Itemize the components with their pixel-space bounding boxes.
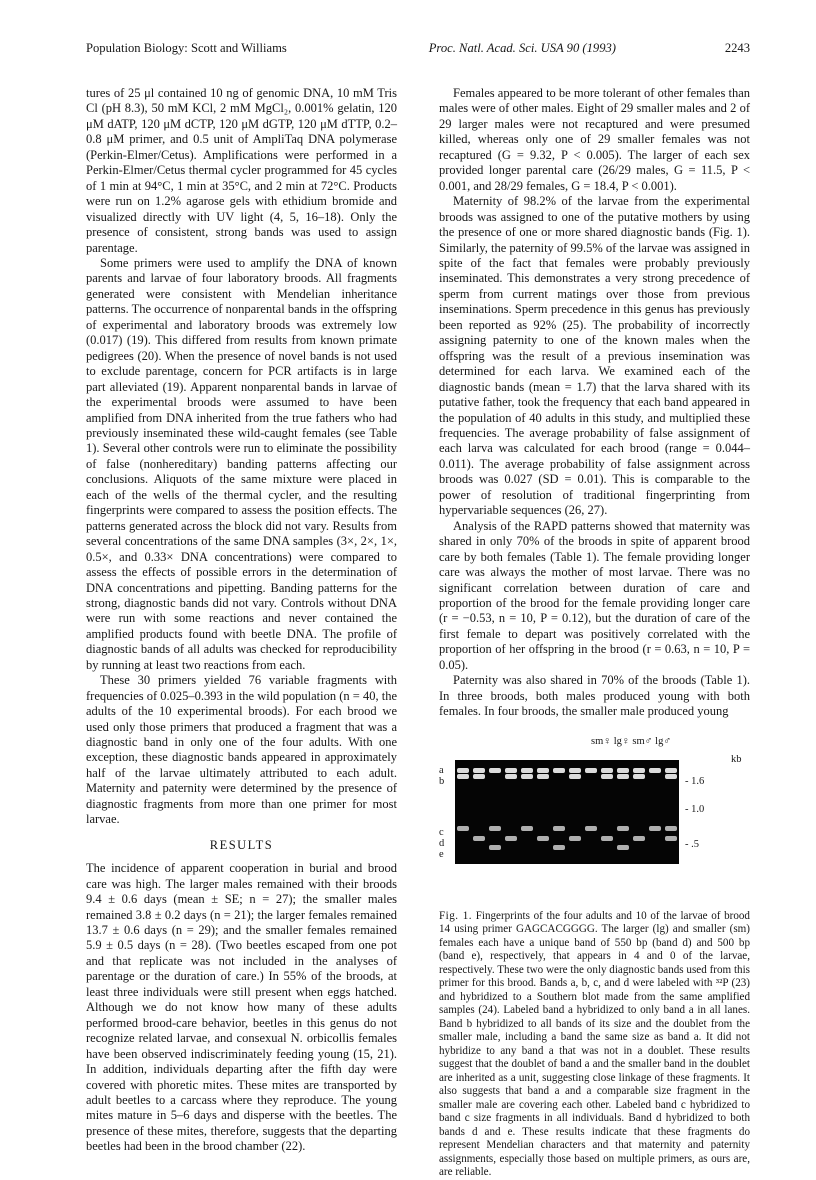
caption-label: Fig. 1. xyxy=(439,909,473,922)
gel-band xyxy=(665,768,677,773)
paragraph: tures of 25 μl contained 10 ng of genomic DNA, 10 mM Tris Cl (pH 8.3), 50 mM KCl, 2 mM MgCl₂, 0.001% gelatin, 120 μM dATP, 120 μM dCTP, 120 μM dGTP, 120 μM dTTP, 0.2–0.8 μM primer, and 0.5 unit of AmpliTaq DNA polymerase (Perkin-Elmer/Cetus). Amplifications were performed in a Perkin-Elmer/Cetus thermal cycler programmed for 45 cycles of 1 min at 94°C, 1 min at 35°C, and 2 min at 72°C. Products were run on 1.2% agarose gels with ethidium bromide and visualized directly with UV light (4, 5, 16–18). Only the presence of consistent, strong bands was used to assign parentage. xyxy=(86,86,397,255)
paragraph: These 30 primers yielded 76 variable fragments with frequencies of 0.025–0.393 in the wild population (n = 40, the adults of the 10 experimental broods). For each brood we used only those primers that produced a fragment that was a diagnostic band in only one of the four adults. With one exception, these diagnostic bands appeared in approximately half of the larvae ultimately attributed to each adult. Maternity and paternity were determined by the presence of diagnostic fragments from more than one primer for most larvae. xyxy=(86,673,397,827)
kb-label: kb xyxy=(731,753,742,765)
gel-band xyxy=(489,826,501,831)
gel-band xyxy=(601,768,613,773)
marker-0-5: - .5 xyxy=(685,838,699,850)
band-label-b: b xyxy=(439,775,445,787)
paragraph: Analysis of the RAPD patterns showed that maternity was shared in only 70% of the broods in spite of apparent brood care by both females (Table 1). The female providing longer care was always the mother of most larvae. There was no significant correlation between duration of care and proportion of the brood for the female providing longer care (r = −0.53, n = 10, P = 0.12), but the duration of care of the first female to depart was positively correlated with the proportion of her offspring in the brood (r = 0.63, n = 10, P = 0.05). xyxy=(439,518,750,672)
page-number: 2243 xyxy=(724,41,750,55)
gel-band xyxy=(473,774,485,779)
band-label-e: e xyxy=(439,848,444,860)
gel-band xyxy=(617,826,629,831)
gel-band xyxy=(473,768,485,773)
gel-band xyxy=(489,845,501,850)
gel-band xyxy=(633,768,645,773)
band-label-d: d xyxy=(439,837,445,849)
gel-band xyxy=(537,768,549,773)
paragraph: Paternity was also shared in 70% of the broods (Table 1). In three broods, both males produced young with both females. In four broods, the smaller male produced young xyxy=(439,673,750,719)
gel-band xyxy=(537,836,549,841)
gel-band xyxy=(569,836,581,841)
gel-band xyxy=(569,768,581,773)
marker-1-6: - 1.6 xyxy=(685,775,705,787)
gel-band xyxy=(601,836,613,841)
gel-band xyxy=(601,774,613,779)
gel-band xyxy=(537,774,549,779)
gel-band xyxy=(633,774,645,779)
paragraph: The incidence of apparent cooperation in burial and brood care was high. The larger males remained with their broods 9.4 ± 0.6 days (mean ± SE; n = 27); the smaller males remained 3.8 ± 0.2 days (n = 21); the larger females remained 13.7 ± 0.6 days (n = 29); and the smaller females remained 5.9 ± 0.5 days (n = 28). (Two beetles escaped from one pot and that replicate was not included in the analyses of parentage or the duration of care.) In 55% of the broods, at least three individuals were still present when eggs hatched. Although we do not know how many of these adults performed brood-care behavior, beetles in this genus do not recognize related larvae, and consexual N. orbicollis females have been observed indiscriminately feeding young (15, 21). In addition, individuals departing after the fifth day were covered with phoretic mites. These mites are transported by adult beetles to a carcass where they reproduce. The young mites mature in 5–6 days and disperse with the beetles. The presence of these mites, therefore, suggests that the departing beetles had been in the brood chamber (22). xyxy=(86,861,397,1154)
gel-band xyxy=(649,768,661,773)
band-label-c: c xyxy=(439,826,444,838)
gel-band xyxy=(553,845,565,850)
gel-band xyxy=(473,836,485,841)
marker-1-0: - 1.0 xyxy=(685,803,705,815)
gel-band xyxy=(665,774,677,779)
gel-band xyxy=(505,768,517,773)
gel-band xyxy=(665,826,677,831)
paragraph: Maternity of 98.2% of the larvae from the experimental broods was assigned to one of the putative mothers by using the presence of one or more shared diagnostic bands (Fig. 1). Similarly, the paternity of 99.5% of the larvae was assigned in spite of the fact that females were probably previously inseminated. This demonstrates a very strong precedence of sperm from current matings over those from previous inseminations. Sperm precedence in this genus has previously been reported as 92% (25). The probability of incorrectly assigning paternity to one of the known males when the offspring was the result of a previous insemination was determined for each larva. We examined each of the diagnostic bands (mean = 1.7) that the larva shared with its putative father, took the frequency that each band appeared in the population of 40 adults in this study, and multiplied these frequencies. The average probability of false assignment of each larva was calculated for each brood (range = 0.044–0.011). The average probability of false assignment across broods was 0.027 (SD = 0.01). This is comparable to the power of resolution of traditional fingerprinting from hypervariable sequences (26, 27). xyxy=(439,194,750,518)
paragraph: Some primers were used to amplify the DNA of known parents and larvae of four laboratory broods. All fragments generated were consistent with Mendelian inheritance patterns. The occurrence of nonparental bands in the offspring of experimental and laboratory broods was extremely low (0.017) (19). This differed from results from known primate pedigrees (20). When the presence of novel bands is not used to exclude parentage, concern for PCR artifacts is in large part alleviated (19). Apparent nonparental bands in larvae of the experimental broods were assumed to have been amplified from DNA inherited from the true fathers who had previously inseminated these wild-caught females (see Table 1). Several other controls were run to eliminate the possibility of false (nonhereditary) banding patterns affecting our conclusions. Aliquots of the same mixture were placed in each of the wells of the thermal cycler, and the resulting fingerprints were compared to assess the position effects. The patterns generated across the block did not vary. Results from several concentrations of the same DNA samples (3×, 2×, 1×, 0.5×, and 0.33× DNA concentrations) were compared to assess the effects of possible errors in the determination of DNA concentrations and pipetting. Banding patterns for the strong, diagnostic bands did not vary. Controls without DNA were run with some reactions and never contained the amplified products found with beetle DNA. The profile of diagnostic bands of all adults was checked for reproducibility by running at least two reactions from each. xyxy=(86,255,397,672)
gel-band xyxy=(457,768,469,773)
gel-band xyxy=(505,774,517,779)
gel-band xyxy=(521,774,533,779)
gel-band xyxy=(585,768,597,773)
gel-band xyxy=(617,768,629,773)
gel-band xyxy=(457,774,469,779)
gel-band xyxy=(489,768,501,773)
gel-band xyxy=(617,774,629,779)
gel-band xyxy=(585,826,597,831)
header-journal: Proc. Natl. Acad. Sci. USA 90 (1993) xyxy=(428,41,616,55)
gel-band xyxy=(617,845,629,850)
gel-band xyxy=(521,826,533,831)
left-column xyxy=(86,86,397,1155)
right-column xyxy=(439,86,750,1180)
header-title: Population Biology: Scott and Williams xyxy=(86,41,287,55)
gel-band xyxy=(505,836,517,841)
caption-text: Fingerprints of the four adults and 10 of the larvae of brood 14 using primer GAGCACGGGG. The larger (lg) and smaller (sm) females each have a unique band of 550 bp (band d) and 500 bp (band e), respectively, that appears in 4 and 0 of the larvae, respectively. These two were the only diagnostic bands used from this primer for this brood. Bands a, b, c, and d were labeled with ³²P (23) and hybridized to a Southern blot made from the same amplified samples (24). Labeled band a hybridized to only band a in all lanes. Band b hybridized to all bands of its size and the doublet from the smaller male, including a band the same size as band a. It did not hybridize to any band a that was not in a doublet. These results suggest that the doublet of band a and the smaller band in the doublet are inherited as a unit, suggesting close linkage of these fragments. It also suggests that band a and a comparable size fragment in the smaller male are covering each other. Labeled band c hybridized to band c size fragments in all individuals. Band d hybridized to both bands d and e. These results indicate that these fragments do represent Mendelian characters and that maternity and paternity assignments, especially those based on multiple primers, as ours are, are reliable. xyxy=(439,909,750,1179)
running-header xyxy=(86,41,750,61)
gel-band xyxy=(569,774,581,779)
gel-band xyxy=(665,836,677,841)
gel-band xyxy=(633,836,645,841)
figure-caption xyxy=(439,910,750,1180)
band-label-a: a xyxy=(439,764,444,776)
gel-image xyxy=(455,760,679,864)
figure-1 xyxy=(439,734,750,904)
gel-band xyxy=(649,826,661,831)
results-heading: RESULTS xyxy=(209,837,274,852)
gel-band xyxy=(457,826,469,831)
lane-header: sm♀ lg♀ sm♂ lg♂ xyxy=(591,735,672,747)
gel-band xyxy=(553,768,565,773)
gel-band xyxy=(521,768,533,773)
gel-band xyxy=(553,826,565,831)
paragraph: Females appeared to be more tolerant of other females than males were of other males. Eight of 29 smaller males and 2 of 29 larger males were not recaptured and were presumed killed, whereas only one of 29 smaller females was not recaptured (G = 9.32, P < 0.005). The larger of each sex provided longer parental care (26/29 males, G = 11.5, P < 0.001, and 28/29 females, G = 18.4, P < 0.001). xyxy=(439,86,750,193)
